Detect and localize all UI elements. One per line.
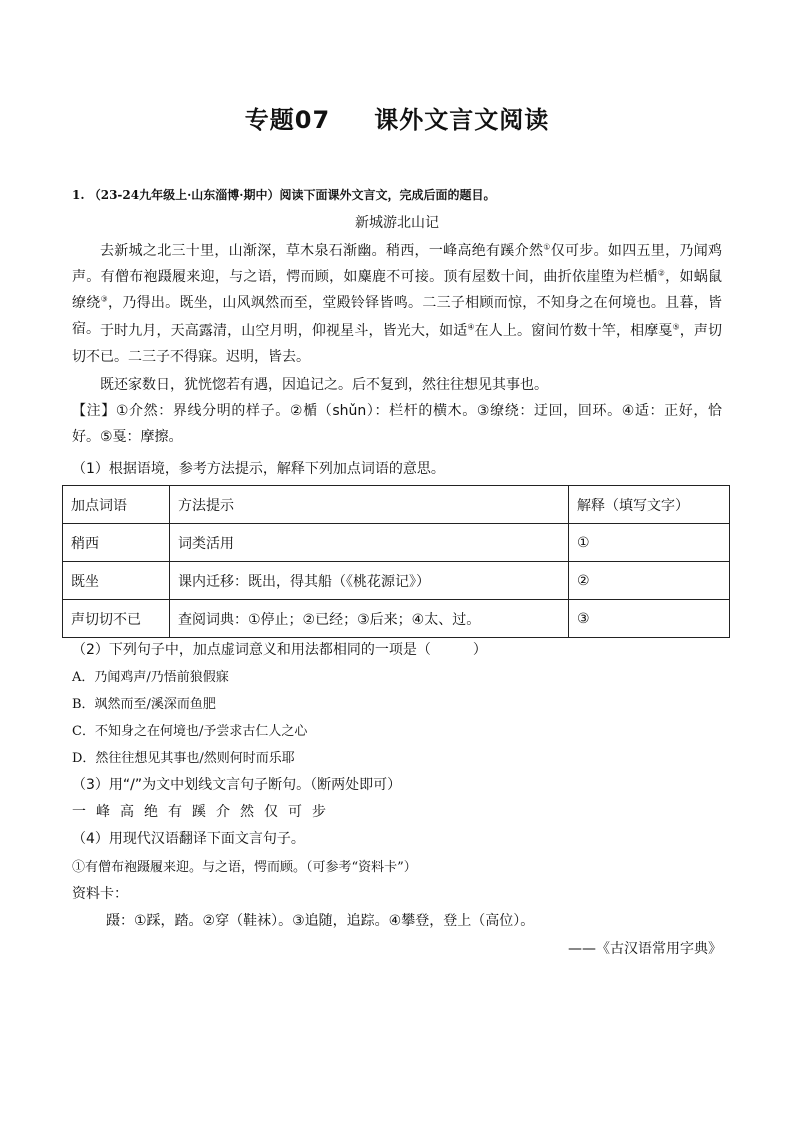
table-row	[63, 600, 730, 638]
table-cell: 既坐	[63, 562, 170, 600]
table-header: 加点词语	[63, 486, 170, 524]
question-source: （23-24九年级上·山东淄博·期中）阅读下面课外文言文，完成后面的题目。	[88, 188, 496, 202]
question-3: （3）用“/”为文中划线文言句子断句。（断两处即可）	[72, 777, 402, 793]
title-name: 课外文言文阅读	[374, 106, 550, 134]
table-header: 方法提示	[170, 486, 569, 524]
option-a: A．乃闻鸡声/乃悟前狼假寐	[72, 670, 229, 685]
table-cell: 查阅词典：①停止；②已经；③后来；④太、过。	[170, 600, 569, 638]
table-row	[63, 524, 730, 562]
question-3-sentence: 一峰高绝有蹊介然仅可步	[72, 804, 336, 820]
reference-card-label: 资料卡：	[72, 886, 128, 902]
passage-note: 【注】①介然：界线分明的样子。②楯（shǔn）：栏杆的横木。③缭绕：迂回，回环。④适：正好，恰好。⑤戛：摩擦。	[72, 403, 722, 445]
option-c: C．不知身之在何境也/予尝求古仁人之心	[72, 724, 308, 739]
table-cell: 课内迁移：既出，得其船（《桃花源记》）	[170, 562, 569, 600]
question-header	[72, 186, 495, 203]
passage-paragraph-2: 于时九月，天高露清，山空月明，仰视星斗，皆光大，如适④在人上。窗间竹数十竿，相摩戛⑤，声切切不已。二三子不得寐。迟明，皆去。	[72, 322, 723, 365]
passage-title: 新城游北山记	[355, 215, 439, 231]
page-title	[0, 100, 794, 135]
table-header-row	[63, 486, 730, 524]
answer-cell[interactable]: ①	[569, 524, 730, 562]
table-header: 解释（填写文字）	[569, 486, 730, 524]
option-b: B．飒然而至/溪深而鱼肥	[72, 697, 216, 712]
table-cell: 词类活用	[170, 524, 569, 562]
question-4: （4）用现代汉语翻译下面文言句子。	[72, 831, 305, 847]
table-row	[63, 562, 730, 600]
passage-paragraph-3: 既还家数日，犹恍惚若有遇，因追记之。后不复到，然往往想见其事也。	[100, 377, 548, 393]
passage-paragraph-1: 去新城之北三十里，山渐深，草木泉石渐幽。稍西，一峰高绝有蹊介然①仅可步。如四五里，乃闻鸡声。有僧布袍蹑履来迎，与之语，愕而顾，如麋鹿不可接。顶有屋数十间，曲折依崖堕为栏楯②，如蜗鼠缭绕③，乃得出。既坐，山风飒然而至，堂殿铃铎皆鸣。二三子相顾而惊，不知身之在何境也。且暮，皆宿。	[72, 242, 723, 337]
answer-cell[interactable]: ③	[569, 600, 730, 638]
table-cell: 稍西	[63, 524, 170, 562]
question-1: （1）根据语境，参考方法提示，解释下列加点词语的意思。	[72, 461, 445, 477]
table-cell: 声切切不已	[63, 600, 170, 638]
question-number: 1.	[72, 188, 85, 202]
vocabulary-table	[62, 485, 730, 638]
option-d: D．然往往想见其事也/然则何时而乐耶	[72, 751, 295, 766]
answer-cell[interactable]: ②	[569, 562, 730, 600]
question-2: （2）下列句子中，加点虚词意义和用法都相同的一项是（ ）	[72, 642, 487, 658]
reference-card-content: 蹑：①踩，踏。②穿（鞋袜）。③追随，追踪。④攀登，登上（高位）。	[106, 913, 535, 929]
title-number: 专题07	[244, 106, 331, 134]
reference-source: ——《古汉语常用字典》	[568, 941, 722, 957]
question-4-item: ①有僧布袍蹑履来迎。与之语，愕而顾。（可参考“资料卡”）	[72, 860, 417, 875]
